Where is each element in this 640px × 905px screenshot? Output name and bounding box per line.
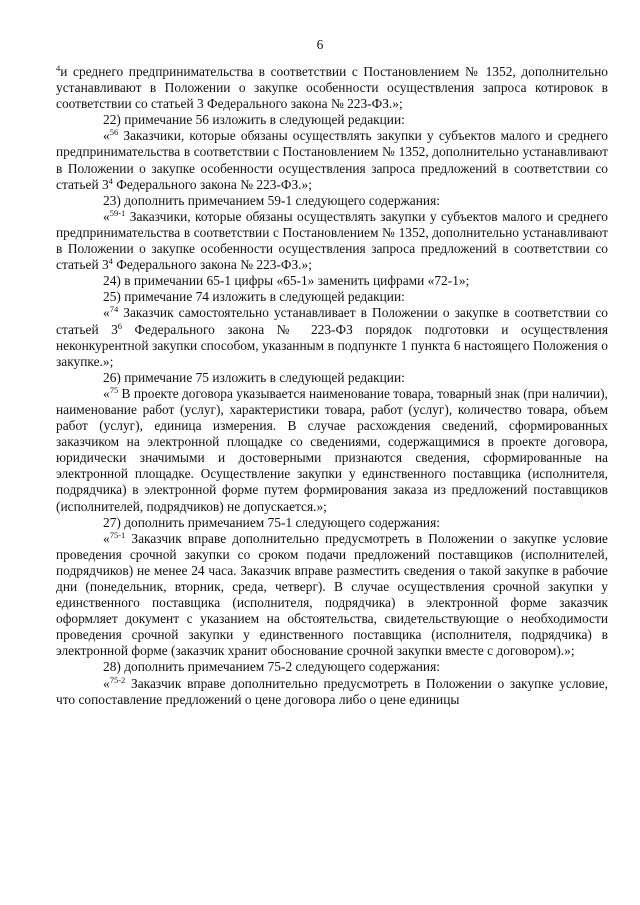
paragraph-text: Заказчик вправе дополнительно предусмотреть в Положении о закупке условие проведения срочной закупки со сроком подачи предложений поставщиков (исполнителей, подрядчиков) не менее 24 часа. Заказчик вправе разместить сведения о такой закупке в рабочие дни (понедельник, вторник, среда, четверг). В случае осуществления срочной закупки у единственного поставщика (исполнителя, подрядчика) в электронной форме заказчик оформляет документ с указанием на обстоятельства, свидетельствующие о необходимости проведения срочной закупки у единственного поставщика (исполнителя, подрядчика) в электронной форме (заказчик хранит обоснование срочной закупки вместе с договором).»; bbox=[56, 530, 608, 659]
paragraph-text-after: Федерального закона № 223-ФЗ.»; bbox=[112, 257, 312, 273]
paragraph-text: Заказчики, которые обязаны осуществлять закупки у субъектов малого и среднего предпринимательства в соответствии с Постановлением № 1352, дополнительно устанавливают в Положении о закупке особенности осуществления запроса предложений в соответствии со статьей 3 bbox=[56, 128, 608, 192]
paragraph-text: Заказчик самостоятельно устанавливает в Положении о закупке в соответствии со статьей 3 bbox=[56, 305, 608, 337]
paragraph bbox=[56, 305, 608, 369]
page-number: 6 bbox=[316, 37, 324, 52]
superscript: 4 bbox=[108, 175, 113, 186]
paragraph-text: 25) примечание 74 изложить в следующей редакции: bbox=[103, 289, 405, 305]
paragraph-text: Заказчики, которые обязаны осуществлять закупки у субъектов малого и среднего предпринимательства в соответствии с Постановлением № 1352, дополнительно устанавливают в Положении о закупке особенности осуществления запроса предложений в соответствии со статьей 3 bbox=[56, 208, 608, 273]
paragraph-text: 23) дополнить примечанием 59-1 следующего содержания: bbox=[103, 192, 440, 208]
paragraph bbox=[56, 370, 608, 386]
paragraph bbox=[56, 531, 608, 660]
paragraph bbox=[56, 289, 608, 305]
superscript: 59-1 bbox=[109, 207, 126, 218]
superscript: 75 bbox=[109, 384, 119, 395]
paragraph-text: 26) примечание 75 изложить в следующей редакции: bbox=[103, 369, 405, 385]
paragraph bbox=[56, 209, 608, 273]
paragraph-text-before: « bbox=[103, 530, 110, 546]
paragraph-text: 28) дополнить примечанием 75-2 следующего содержания: bbox=[103, 659, 440, 675]
superscript: 75-2 bbox=[109, 674, 126, 685]
paragraph bbox=[56, 193, 608, 209]
superscript: 4 bbox=[108, 256, 113, 267]
paragraph-text-before: « bbox=[103, 128, 110, 144]
paragraph-text: 27) дополнить примечанием 75-1 следующего содержания: bbox=[103, 514, 440, 530]
paragraph bbox=[56, 676, 608, 708]
paragraph-text-after: Федерального закона № 223-ФЗ.»; bbox=[112, 176, 312, 192]
paragraph-text: 24) в примечании 65-1 цифры «65-1» заменить цифрами «72-1»; bbox=[103, 273, 470, 289]
paragraph bbox=[56, 515, 608, 531]
superscript: 74 bbox=[109, 304, 119, 315]
superscript: 6 bbox=[117, 320, 123, 331]
paragraph-text-before: « bbox=[103, 208, 110, 224]
paragraph-text-after: Федерального закона № 223-ФЗ порядок подготовки и осуществления неконкурентной закупки способом, указанным в подпункте 1 пункта 6 настоящего Положения о закупке.»; bbox=[56, 321, 608, 369]
paragraph-text: Заказчик вправе дополнительно предусмотреть в Положении о закупке условие, что сопоставление предложений о цене договора либо о цене единицы bbox=[56, 675, 608, 707]
paragraph bbox=[56, 386, 608, 515]
paragraph-text: и среднего предпринимательства в соответствии с Постановлением № 1352, дополнительно устанавливают в Положении о закупке особенности осуществления запроса котировок в соответствии со статьей 3 bbox=[56, 64, 608, 112]
paragraph bbox=[56, 112, 608, 128]
paragraph bbox=[56, 273, 608, 289]
paragraph bbox=[56, 64, 608, 112]
superscript: 4 bbox=[56, 63, 61, 73]
paragraph-text-before: « bbox=[103, 305, 110, 321]
paragraph-text: В проекте договора указывается наименование товара, товарный знак (при наличии), наименование работ (услуг), характеристики товара, работ (услуг), количество товара, объем работ (услуг), единица измерения. В случае расхождения сведений, сформированных заказчиком на электронной площадке со сведениями, содержащимися в проекте договора, юридически значимыми и достоверными признаются сведения, сформированные на электронной площадке. Осуществление закупки у единственного поставщика (исполнителя, подрядчика) в электронной форме путем формирования заказа из предложений поставщиков (исполнителей, подрядчиков) не допускается.»; bbox=[56, 385, 608, 514]
paragraph-text-before: « bbox=[103, 675, 110, 691]
paragraph-text: 22) примечание 56 изложить в следующей редакции: bbox=[103, 112, 405, 128]
paragraph bbox=[56, 659, 608, 675]
paragraph-text-after: Федерального закона № 223-ФЗ.»; bbox=[203, 96, 403, 112]
superscript: 56 bbox=[109, 127, 119, 138]
superscript: 75-1 bbox=[109, 529, 126, 540]
paragraph bbox=[56, 128, 608, 192]
paragraph-text-before: « bbox=[103, 385, 110, 401]
document-body bbox=[56, 64, 608, 708]
